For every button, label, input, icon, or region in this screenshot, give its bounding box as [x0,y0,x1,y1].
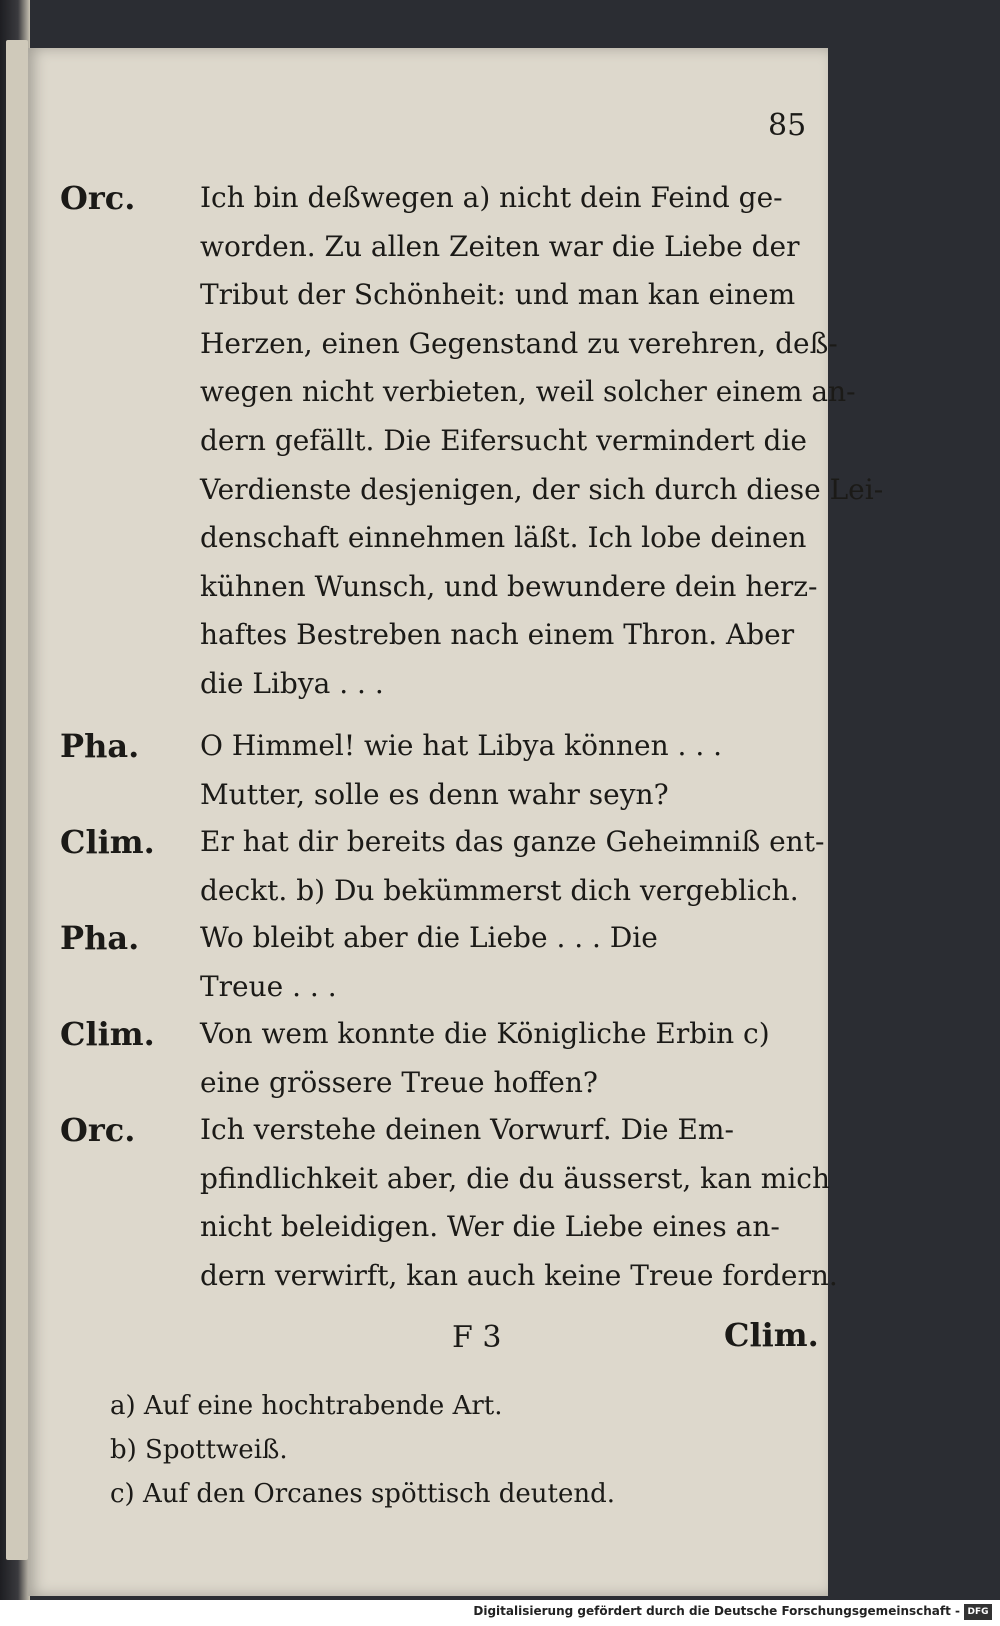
footnote: b) Spottweiß. [110,1435,288,1465]
text-line: dern gefällt. Die Eifersucht vermindert die [200,423,807,457]
speech-text [200,1106,838,1300]
speech-block [60,174,884,709]
text-line: Treue . . . [200,969,337,1003]
signature-mark: F 3 [452,1320,502,1355]
footnotes [110,1384,810,1516]
speaker-label: Pha. [60,727,140,765]
previous-page-edge [6,40,28,1560]
speaker-label: Orc. [60,1111,136,1149]
page-number: 85 [768,108,807,143]
text-line: Tribut der Schönheit: und man kan einem [200,278,796,312]
text-line: worden. Zu allen Zeiten war die Liebe der [200,229,800,263]
text-line: Wo bleibt aber die Liebe . . . Die [200,921,658,954]
text-line: haftes Bestreben nach einem Thron. Aber [200,618,795,652]
footnote: a) Auf eine hochtrabende Art. [110,1391,503,1421]
text-line: Ich bin deßwegen a) nicht dein Feind ge- [200,181,783,214]
speech-text [200,174,883,709]
footnote: c) Auf den Orcanes spöttisch deutend. [110,1479,615,1509]
text-line: Verdienste desjenigen, der sich durch diese Lei- [200,472,884,506]
text-line: Er hat dir bereits das ganze Geheimniß ent- [200,825,825,858]
speaker-label: Clim. [60,1015,155,1053]
text-line: wegen nicht verbieten, weil solcher einem an- [200,375,856,409]
dfg-logo-icon: DFG [964,1604,992,1620]
speech-text [200,722,830,819]
speech-block [60,722,830,819]
text-line: eine grössere Treue hoffen? [200,1065,598,1099]
speech-block [60,818,830,915]
speech-text [200,818,830,915]
text-line: Von wem konnte die Königliche Erbin c) [200,1017,770,1050]
speech-block [60,1106,838,1300]
text-line: O Himmel! wie hat Libya können . . . [200,729,723,762]
footer-credit: Digitalisierung gefördert durch die Deutsche Forschungsgemeinschaft - [473,1604,960,1618]
text-line: Herzen, einen Gegenstand zu verehren, deß- [200,326,838,360]
catchword: Clim. [724,1316,819,1354]
text-line: deckt. b) Du bekümmerst dich vergeblich. [200,873,799,907]
speech-text [200,1010,830,1107]
speech-block [60,914,830,1011]
text-line: denschaft einnehmen läßt. Ich lobe deinen [200,521,807,555]
text-line: Ich verstehe deinen Vorwurf. Die Em- [200,1113,734,1146]
text-line: kühnen Wunsch, und bewundere dein herz- [200,569,818,603]
text-line: die Libya . . . [200,666,384,700]
text-line: Mutter, solle es denn wahr seyn? [200,777,669,811]
text-line: nicht beleidigen. Wer die Liebe eines an- [200,1210,780,1244]
speech-text [200,914,830,1011]
speaker-label: Pha. [60,919,140,957]
footer-bar [0,1600,1000,1626]
text-line: pfindlichkeit aber, die du äusserst, kan mich [200,1161,830,1195]
speech-block [60,1010,830,1107]
speaker-label: Clim. [60,823,155,861]
text-line: dern verwirft, kan auch keine Treue fordern. [200,1258,838,1292]
speaker-label: Orc. [60,179,136,217]
